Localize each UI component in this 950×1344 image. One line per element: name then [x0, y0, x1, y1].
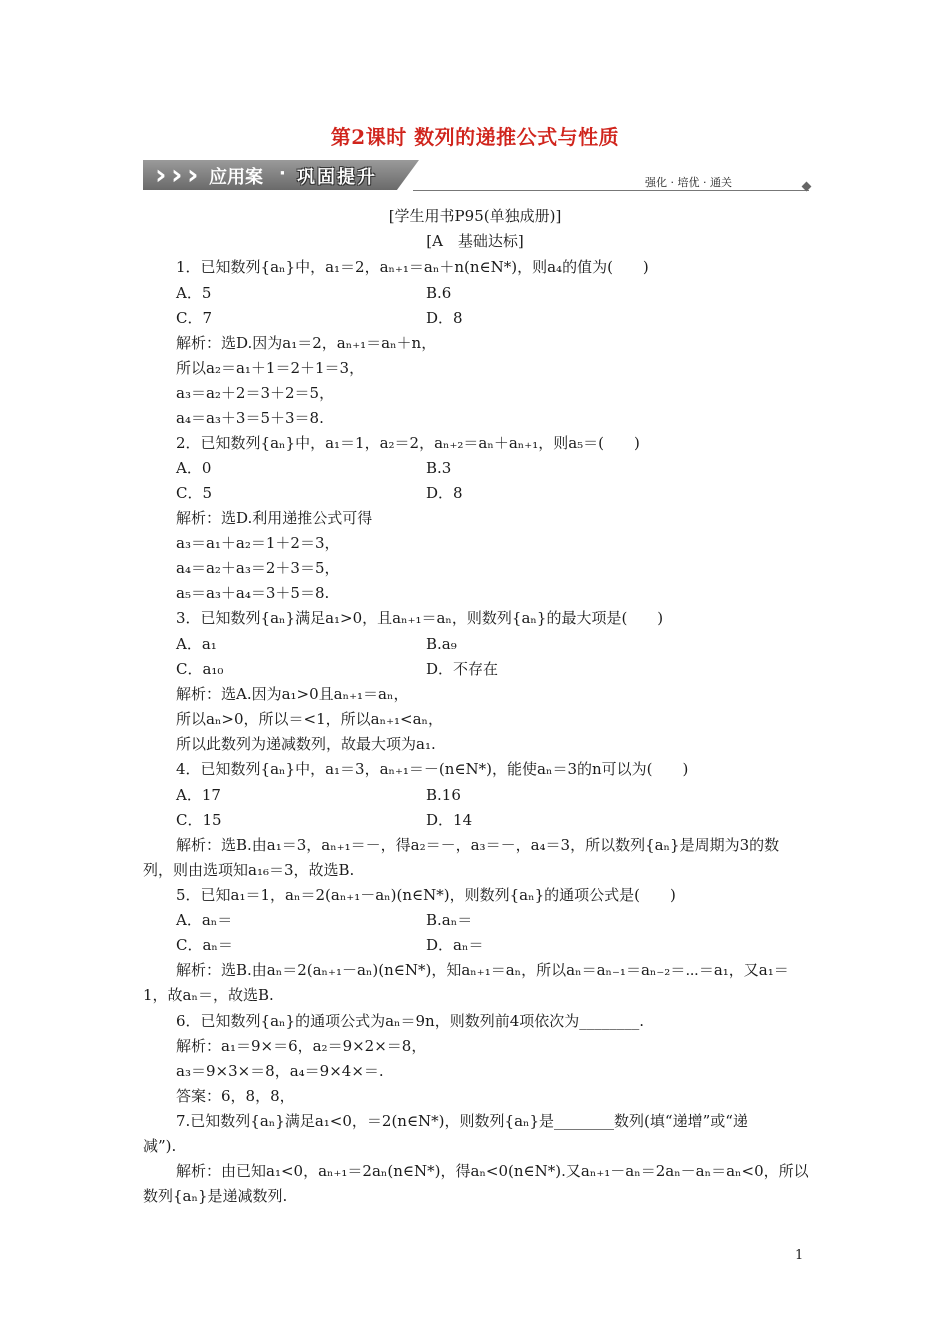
option-b: B.16	[426, 786, 461, 804]
solution-line: 所以aₙ>0，所以＝<1，所以aₙ₊₁<aₙ，	[176, 710, 444, 728]
solution-line: a₃＝a₂＋2＝3＋2＝5，	[176, 384, 335, 402]
question-3: 3．已知数列{aₙ}满足a₁>0，且aₙ₊₁＝aₙ，则数列{aₙ}的最大项是( )	[176, 609, 664, 627]
solution-line: 解析：由已知a₁<0，aₙ₊₁＝2aₙ(n∈N*)，得aₙ<0(n∈N*).又aₙ₊₁－aₙ＝2aₙ－aₙ＝aₙ<0，所以	[176, 1162, 809, 1180]
solution-line: 解析：选B.由aₙ＝2(aₙ₊₁－aₙ)(n∈N*)，知aₙ₊₁＝aₙ，所以aₙ＝aₙ₋₁＝aₙ₋₂＝⋯＝a₁，又a₁＝	[176, 961, 789, 979]
question-1: 1．已知数列{aₙ}中，a₁＝2，aₙ₊₁＝aₙ＋n(n∈N*)，则a₄的值为( )	[176, 258, 649, 276]
solution-line: a₄＝a₃＋3＝5＋3＝8.	[176, 409, 324, 427]
option-d: D．8	[426, 484, 463, 502]
solution-line: 解析：选D.利用递推公式可得	[176, 509, 373, 527]
option-c: C．aₙ＝	[176, 936, 233, 954]
question-5: 5．已知a₁＝1，aₙ＝2(aₙ₊₁－aₙ)(n∈N*)，则数列{aₙ}的通项公式是( )	[176, 886, 676, 904]
solution-line: a₃＝9×3×＝8，a₄＝9×4×＝.	[176, 1062, 384, 1080]
banner-tagline: 强化 · 培优 · 通关	[645, 176, 732, 189]
option-a: A．aₙ＝	[176, 911, 233, 929]
option-c: C．5	[176, 484, 213, 502]
source-note: [学生用书P95(单独成册)]	[388, 207, 562, 225]
option-a: A．17	[176, 786, 221, 804]
solution-line: a₅＝a₃＋a₄＝3＋5＝8.	[176, 584, 330, 602]
banner-label: 应用案	[209, 167, 263, 188]
chevron-right-icon: ›	[171, 158, 183, 191]
answer-line: 答案：6，8，8，	[176, 1087, 295, 1105]
option-d: D．aₙ＝	[426, 936, 484, 954]
question-2: 2．已知数列{aₙ}中，a₁＝1，a₂＝2，aₙ₊₂＝aₙ＋aₙ₊₁，则a₅＝( )	[176, 434, 640, 452]
option-c: C．a₁₀	[176, 660, 224, 678]
option-a: A．a₁	[176, 635, 217, 653]
solution-line: 所以此数列为递减数列，故最大项为a₁.	[176, 735, 436, 753]
banner-label-emphasis: 巩固提升	[297, 167, 377, 188]
solution-line: a₄＝a₂＋a₃＝2＋3＝5，	[176, 559, 340, 577]
solution-line: 所以a₂＝a₁＋1＝2＋1＝3，	[176, 359, 365, 377]
solution-line: a₃＝a₁＋a₂＝1＋2＝3，	[176, 534, 340, 552]
solution-line: 解析：选D.因为a₁＝2，aₙ₊₁＝aₙ＋n，	[176, 334, 437, 352]
option-d: D．8	[426, 309, 463, 327]
banner-dot: ·	[279, 163, 286, 184]
chevron-right-icon: ›	[155, 158, 167, 191]
question-7: 7.已知数列{aₙ}满足a₁<0，＝2(n∈N*)，则数列{aₙ}是________数列(填“递增”或“递	[176, 1112, 748, 1130]
solution-line: 解析：选A.因为a₁>0且aₙ₊₁＝aₙ，	[176, 685, 409, 703]
option-c: C．15	[176, 811, 222, 829]
solution-line: 解析：a₁＝9×＝6，a₂＝9×2×＝8，	[176, 1037, 427, 1055]
option-b: B.aₙ＝	[426, 911, 473, 929]
section-heading: [A 基础达标]	[426, 232, 524, 250]
section-banner	[143, 160, 813, 194]
page-number: 1	[795, 1248, 804, 1263]
question-7-cont: 减”).	[143, 1137, 177, 1155]
option-d: D．不存在	[426, 660, 499, 678]
solution-line: 列，则由选项知a₁₆＝3，故选B.	[143, 861, 355, 879]
option-a: A．5	[176, 284, 212, 302]
solution-line: 解析：选B.由a₁＝3，aₙ₊₁＝－，得a₂＝－，a₃＝－，a₄＝3，所以数列{aₙ}是周期为3的数	[176, 836, 780, 854]
option-a: A．0	[176, 459, 212, 477]
solution-line: 1，故aₙ＝，故选B.	[143, 986, 274, 1004]
question-6: 6．已知数列{aₙ}的通项公式为aₙ＝9n，则数列前4项依次为________.	[176, 1012, 645, 1030]
page-title: 第2课时 数列的递推公式与性质	[330, 125, 620, 149]
option-b: B.a₉	[426, 635, 457, 653]
option-b: B.3	[426, 459, 452, 477]
solution-line: 数列{aₙ}是递减数列.	[143, 1187, 288, 1205]
banner-rule	[413, 190, 809, 191]
chevron-right-icon: ›	[187, 158, 199, 191]
option-c: C．7	[176, 309, 213, 327]
question-4: 4．已知数列{aₙ}中，a₁＝3，aₙ₊₁＝－(n∈N*)，能使aₙ＝3的n可以为( )	[176, 760, 689, 778]
option-b: B.6	[426, 284, 452, 302]
option-d: D．14	[426, 811, 473, 829]
